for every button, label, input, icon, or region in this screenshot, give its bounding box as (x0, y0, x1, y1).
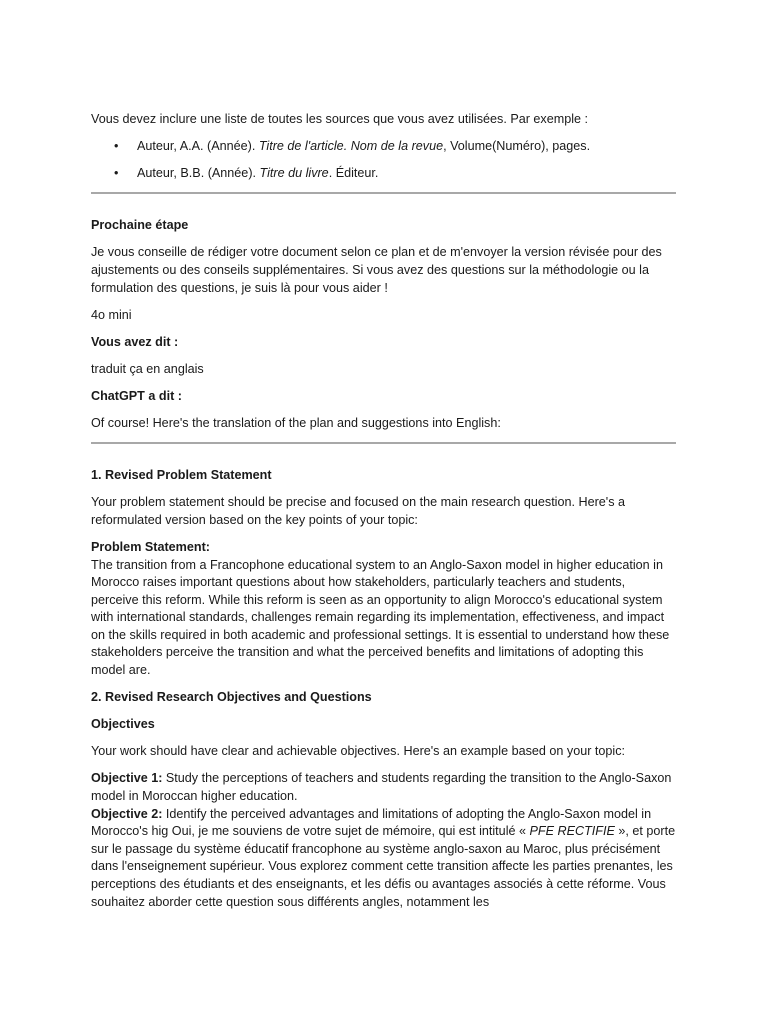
reference-list (91, 138, 676, 183)
objectives-intro: Your work should have clear and achievable objectives. Here's an example based on your topic: (91, 744, 625, 759)
reference-title: Titre du livre (259, 166, 329, 181)
next-step-body: Je vous conseille de rédiger votre document selon ce plan et de m'envoyer la version révisée pour des ajustements ou des conseils supplémentaires. Si vous avez des questions sur la méthodologie ou la formulation des questions, je suis là pour vous aider ! (91, 245, 662, 295)
objective-2-text-cont: », et porte sur le passage du système éducatif francophone au système anglo-saxon au Maroc, plus précisément dans l'enseignement supérieur. Vous explorez comment cette transition affecte les parties prenantes, les perceptions des étudiants et des enseignants, et les défis ou avantages associés à cette réforme. Vous souhaitez aborder cette question sous différents angles, notamment les (91, 824, 676, 909)
user-message: traduit ça en anglais (91, 361, 204, 376)
assistant-message: Of course! Here's the translation of the plan and suggestions into English: (91, 416, 501, 431)
bullet-icon: • (114, 139, 119, 154)
objective-1-text: Study the perceptions of teachers and students regarding the transition to the Anglo-Saxon model in Moroccan higher education. (91, 771, 672, 804)
objectives-heading: Objectives (91, 717, 155, 732)
reference-author: Auteur, A.A. (Année). (137, 139, 259, 154)
objective-1-label: Objective 1: (91, 771, 163, 786)
objective-2 (91, 806, 676, 912)
section1-heading: 1. Revised Problem Statement (91, 468, 272, 483)
bullet-icon: • (114, 166, 119, 181)
next-step-heading: Prochaine étape (91, 218, 189, 233)
objective-2-label: Objective 2: (91, 806, 163, 821)
memoire-title: PFE RECTIFIE (529, 824, 615, 839)
section2-heading: 2. Revised Research Objectives and Questions (91, 690, 372, 705)
reference-author: Auteur, B.B. (Année). (137, 166, 260, 181)
objective-1 (91, 770, 676, 805)
objective-2-text: Identify the perceived advantages and limitations of adopting the Anglo-Saxon model in Morocco's hig Oui, je me souviens de votre sujet de mémoire, qui est intitulé « (91, 806, 652, 839)
reference-item (91, 165, 676, 183)
user-label: Vous avez dit : (91, 334, 179, 349)
problem-statement-body: The transition from a Francophone educational system to an Anglo-Saxon model in higher education in Morocco raises important questions about how stakeholders, particularly teachers and students, perceive this reform. While this reform is seen as an opportunity to align Morocco's educational system with international standards, challenges remain regarding its implementation, effectiveness, and impact on the skills required in both academic and professional settings. It is essential to understand how these stakeholders perceive the transition and what the perceived benefits and limitations of adopting this model are. (91, 557, 670, 678)
assistant-label: ChatGPT a dit : (91, 388, 182, 403)
reference-title: Titre de l'article. Nom de la revue (258, 139, 444, 154)
document-page (91, 111, 676, 911)
reference-details: . Éditeur. (328, 166, 379, 181)
reference-details: , Volume(Numéro), pages. (443, 139, 591, 154)
section1-intro: Your problem statement should be precise and focused on the main research question. Here's a reformulated version based on the key points of your topic: (91, 495, 625, 527)
section-divider (91, 192, 676, 194)
model-name: 4o mini (91, 307, 132, 322)
section-divider (91, 442, 676, 444)
problem-statement-label: Problem Statement: (91, 539, 210, 554)
sources-intro: Vous devez inclure une liste de toutes les sources que vous avez utilisées. Par exemple : (91, 112, 589, 126)
reference-item (91, 138, 676, 156)
